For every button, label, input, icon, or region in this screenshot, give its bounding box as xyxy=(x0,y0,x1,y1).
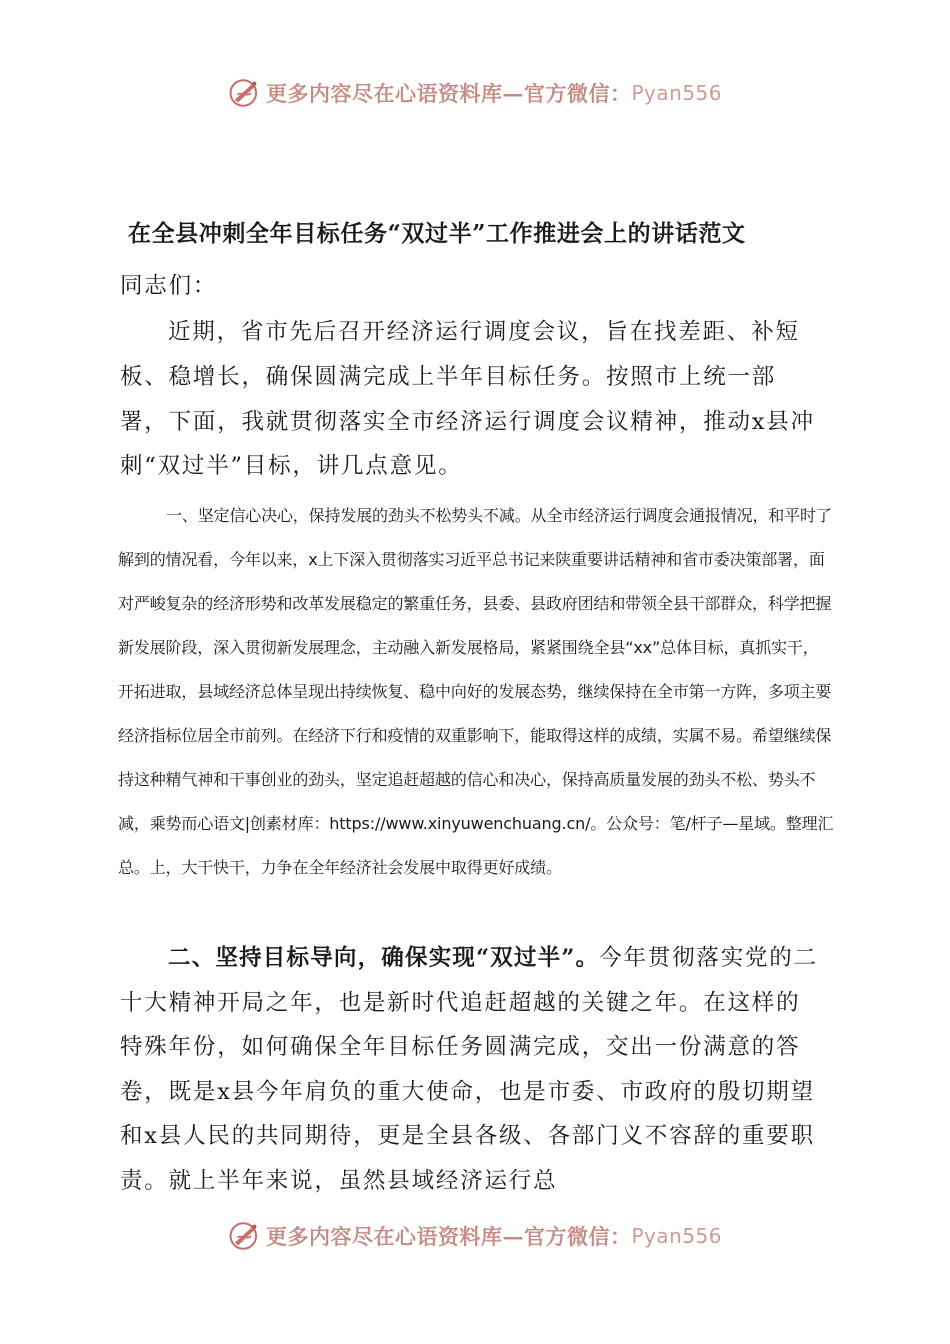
banner-text: 更多内容尽在心语资料库—官方微信： xyxy=(265,1224,632,1249)
banner-text: 更多内容尽在心语资料库—官方微信： xyxy=(265,81,632,106)
header-banner xyxy=(0,73,950,113)
brand-logo-icon xyxy=(228,1219,262,1253)
section-2-paragraph xyxy=(120,936,820,1204)
salutation: 同志们： xyxy=(120,273,218,299)
footer-banner xyxy=(0,1216,950,1256)
section-1-paragraph: 一、坚定信心决心，保持发展的劲头不松势头不减。从全市经济运行调度会通报情况，和平时了解到的情况看，今年以来，x上下深入贯彻落实习近平总书记来陕重要讲话精神和省市委决策部署，面对严峻复杂的经济形势和改革发展稳定的繁重任务，县委、县政府团结和带领全县干部群众，科学把握新发展阶段，深入贯彻新发展理念，主动融入新发展格局，紧紧围绕全县“xx”总体目标，真抓实干，开拓进取，县域经济总体呈现出持续恢复、稳中向好的发展态势，继续保持在全市第一方阵，多项主要经济指标位居全市前列。在经济下行和疫情的双重影响下，能取得这样的成绩，实属不易。希望继续保持这种精气神和干事创业的劲头，坚定追赶超越的信心和决心，保持高质量发展的劲头不松、势头不减，乘势而心语文|创素材库：https://www.xinyuwenchuang.cn/。公众号：笔/杆子—星域。整理汇总。上，大干快干，力争在全年经济社会发展中取得更好成绩。 xyxy=(118,506,834,877)
banner-wechat-id: Pyan556 xyxy=(631,1224,722,1248)
brand-logo-icon xyxy=(228,76,262,110)
document-title: 在全县冲刺全年目标任务“双过半”工作推进会上的讲话范文 xyxy=(128,220,746,247)
banner-wechat-id: Pyan556 xyxy=(631,81,722,105)
intro-paragraph: 近期，省市先后召开经济运行调度会议，旨在找差距、补短板、稳增长，确保圆满完成上半年目标任务。按照市上统一部署，下面，我就贯彻落实全市经济运行调度会议精神，推动x县冲刺“双过半”目标，讲几点意见。 xyxy=(120,319,815,480)
section-2-heading: 二、坚持目标导向，确保实现“双过半”。 xyxy=(168,945,600,971)
section-2-body: 今年贯彻落实党的二十大精神开局之年，也是新时代追赶超越的关键之年。在这样的特殊年份，如何确保全年目标任务圆满完成，交出一份满意的答卷，既是x县今年肩负的重大使命，也是市委、市政府的殷切期望和x县人民的共同期待，更是全县各级、各部门义不容辞的重要职责。就上半年来说，虽然县域经济运行总 xyxy=(120,945,818,1194)
